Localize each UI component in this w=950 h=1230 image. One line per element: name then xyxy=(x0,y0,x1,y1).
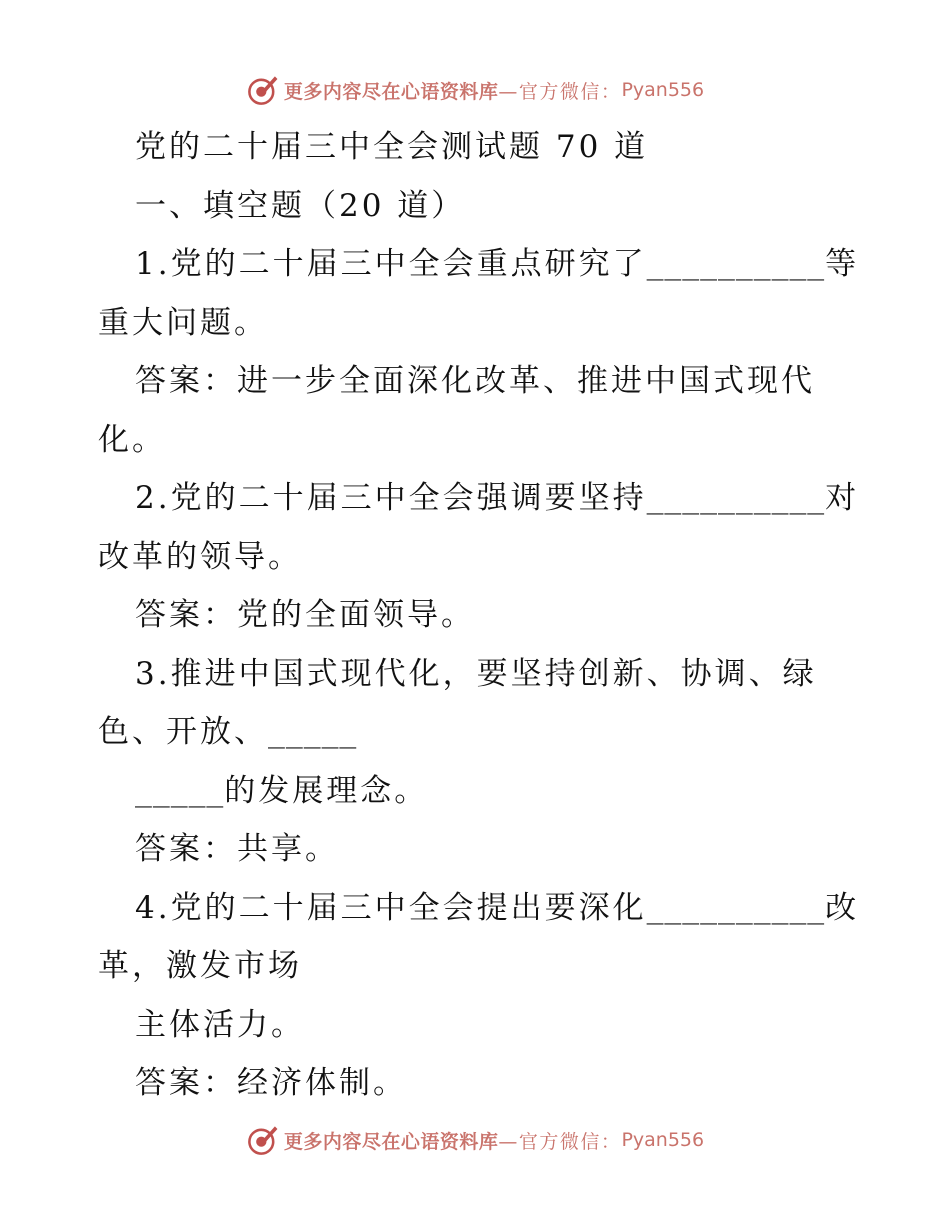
watermark-id-text: Pyan556 xyxy=(621,79,705,101)
answer-1-cont: 化。 xyxy=(98,421,166,458)
footer-watermark xyxy=(0,1120,950,1160)
question-3-line: 3.推进中国式现代化，要坚持创新、协调、绿 xyxy=(135,655,817,692)
watermark-main-text: 更多内容尽在心语资料库 xyxy=(283,80,499,103)
header-watermark xyxy=(0,70,950,110)
document-title: 党的二十届三中全会测试题 70 道 xyxy=(135,129,649,165)
question-3-cont: 色、开放、_____ xyxy=(98,714,358,750)
answer-2: 答案：党的全面领导。 xyxy=(135,597,475,633)
watermark-id-text: Pyan556 xyxy=(621,1129,705,1151)
answer-blank: __________ xyxy=(646,248,826,281)
question-4-line: 4.党的二十届三中全会提出要深化__________改 xyxy=(135,889,860,926)
pen-logo-icon xyxy=(246,73,280,107)
question-2-cont: 改革的领导。 xyxy=(98,538,302,575)
question-1-cont: 重大问题。 xyxy=(98,304,268,341)
answer-4: 答案：经济体制。 xyxy=(135,1065,407,1101)
question-2-line: 2.党的二十届三中全会强调要坚持__________对 xyxy=(135,480,860,516)
watermark-main-text: 更多内容尽在心语资料库 xyxy=(283,1130,499,1153)
question-4-cont-2: 主体活力。 xyxy=(135,1006,305,1043)
answer-blank: _____ xyxy=(135,774,225,808)
answer-3: 答案：共享。 xyxy=(135,831,339,867)
watermark-dash-text: —官方微信： xyxy=(498,1130,622,1153)
answer-blank: __________ xyxy=(646,891,826,925)
section-heading: 一、填空题（20 道） xyxy=(135,187,466,224)
watermark-dash-text: —官方微信： xyxy=(498,80,622,103)
answer-blank: _____ xyxy=(268,716,358,749)
question-4-cont: 革，激发市场 xyxy=(98,948,302,984)
answer-1: 答案：进一步全面深化改革、推进中国式现代 xyxy=(135,363,815,399)
question-3-cont-2: _____的发展理念。 xyxy=(135,772,429,809)
document-body xyxy=(98,118,858,1113)
question-1-line: 1.党的二十届三中全会重点研究了__________等 xyxy=(135,246,860,282)
pen-logo-icon xyxy=(246,1123,280,1157)
answer-blank: __________ xyxy=(646,482,826,515)
